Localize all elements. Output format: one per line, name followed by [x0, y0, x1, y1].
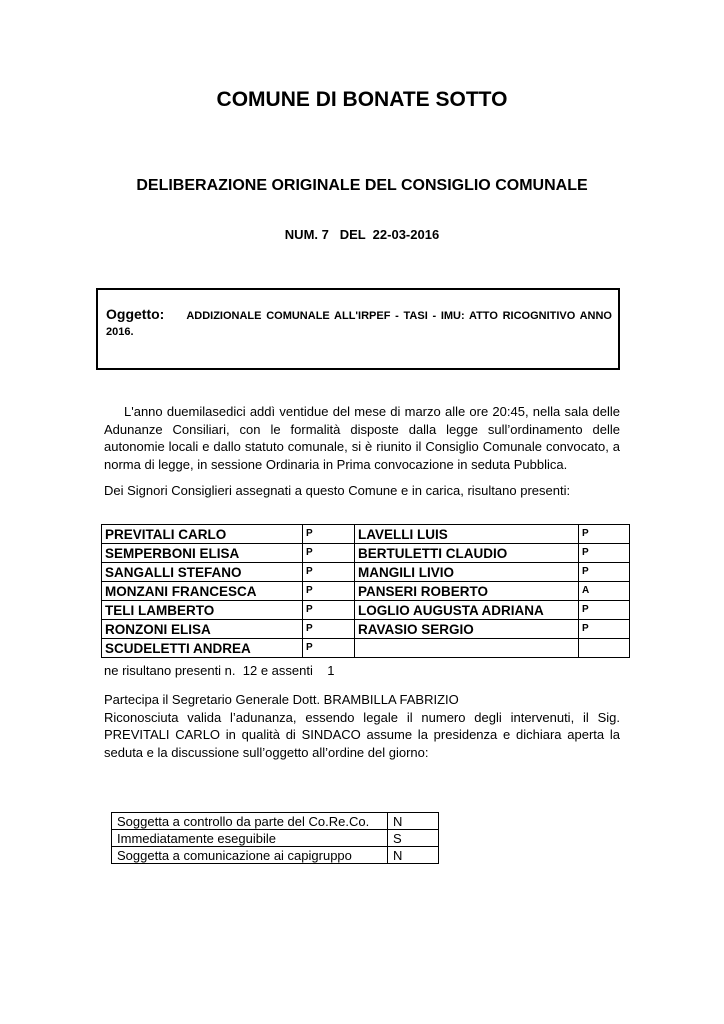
controllo-label: Immediatamente eseguibile — [112, 830, 388, 847]
table-row — [112, 813, 439, 830]
consigliere-status: P — [303, 601, 355, 620]
consigliere-status: P — [303, 563, 355, 582]
table-row — [102, 601, 630, 620]
table-row — [102, 544, 630, 563]
consigliere-name: LAVELLI LUIS — [355, 525, 579, 544]
consigliere-status: P — [303, 639, 355, 658]
consigliere-name: SEMPERBONI ELISA — [102, 544, 303, 563]
consigliere-name: SCUDELETTI ANDREA — [102, 639, 303, 658]
table-row — [102, 525, 630, 544]
consigliere-name: PANSERI ROBERTO — [355, 582, 579, 601]
deliberazione-title: DELIBERAZIONE ORIGINALE DEL CONSIGLIO COMUNALE — [136, 177, 588, 194]
deliberazione-number: NUM. 7 DEL 22-03-2016 — [284, 227, 440, 242]
consigliere-status: P — [303, 620, 355, 639]
consigliere-name: BERTULETTI CLAUDIO — [355, 544, 579, 563]
controllo-value: S — [388, 830, 439, 847]
controllo-value: N — [388, 813, 439, 830]
consigliere-name: SANGALLI STEFANO — [102, 563, 303, 582]
controllo-value: N — [388, 847, 439, 864]
consigliere-status: A — [579, 582, 630, 601]
consiglieri-table — [101, 524, 630, 658]
consigliere-name: RAVASIO SERGIO — [355, 620, 579, 639]
oggetto-text: ADDIZIONALE COMUNALE ALL'IRPEF - TASI - IMU: ATTO RICOGNITIVO ANNO 2016. — [106, 310, 612, 338]
table-row — [102, 563, 630, 582]
controllo-label: Soggetta a controllo da parte del Co.Re.Co. — [112, 813, 388, 830]
consigliere-name: MANGILI LIVIO — [355, 563, 579, 582]
partecipa-line: Partecipa il Segretario Generale Dott. BRAMBILLA FABRIZIO — [104, 692, 459, 707]
consigliere-name: LOGLIO AUGUSTA ADRIANA — [355, 601, 579, 620]
consigliere-name: RONZONI ELISA — [102, 620, 303, 639]
table-row — [112, 830, 439, 847]
consigliere-status: P — [579, 601, 630, 620]
comune-title: COMUNE DI BONATE SOTTO — [216, 88, 508, 111]
table-row — [102, 639, 630, 658]
oggetto-label: Oggetto: — [106, 306, 165, 322]
consigliere-status: P — [303, 544, 355, 563]
table-row — [102, 620, 630, 639]
consigliere-status: P — [579, 544, 630, 563]
consigliere-name — [355, 639, 579, 658]
segretario-paragraph — [104, 691, 620, 761]
consigliere-status: P — [579, 563, 630, 582]
consigliere-status — [579, 639, 630, 658]
consigliere-name: TELI LAMBERTO — [102, 601, 303, 620]
consigliere-status: P — [303, 525, 355, 544]
consigliere-name: PREVITALI CARLO — [102, 525, 303, 544]
consigliere-status: P — [579, 620, 630, 639]
consigliere-name: MONZANI FRANCESCA — [102, 582, 303, 601]
consigliere-status: P — [303, 582, 355, 601]
consiglieri-intro: Dei Signori Consiglieri assegnati a questo Comune e in carica, risultano presenti: — [104, 483, 571, 498]
table-row — [112, 847, 439, 864]
consigliere-status: P — [579, 525, 630, 544]
table-row — [102, 582, 630, 601]
presenti-summary: ne risultano presenti n. 12 e assenti 1 — [104, 663, 335, 678]
oggetto-box — [96, 288, 620, 370]
controllo-label: Soggetta a comunicazione ai capigruppo — [112, 847, 388, 864]
riconosciuta-text: Riconosciuta valida l’adunanza, essendo legale il numero degli intervenuti, il Sig. PREVITALI CARLO in qualità di SINDACO assume la presidenza e dichiara aperta la seduta e la discussione sull’oggetto all’ordine del giorno: — [104, 709, 620, 760]
intro-paragraph: L'anno duemilasedici addì ventidue del mese di marzo alle ore 20:45, nella sala delle Adunanze Consiliari, con le formalità disposte dalla legge sull’ordinamento delle autonomie locali e dallo statuto comunale, si è riunito il Consiglio Comunale convocato, a norma di legge, in sessione Ordinaria in Prima convocazione in seduta Pubblica. — [104, 404, 620, 472]
controlli-table — [111, 812, 439, 864]
